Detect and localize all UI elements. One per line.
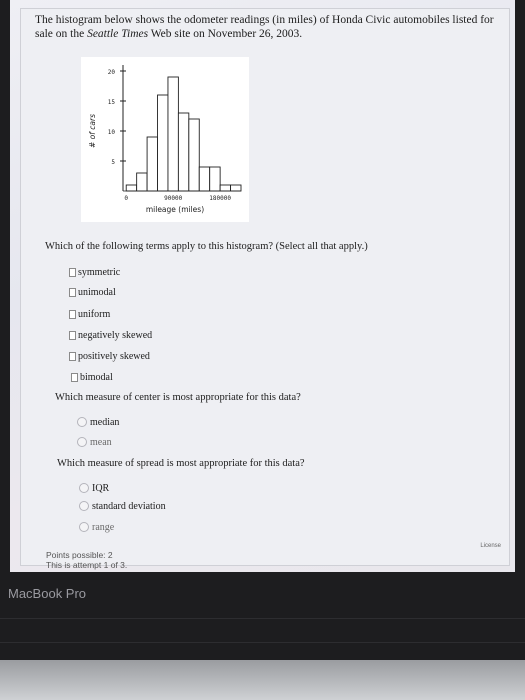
bezel-divider (0, 618, 525, 619)
histogram-bar (137, 173, 147, 191)
histogram-bar (168, 77, 178, 191)
histogram-bar (210, 167, 220, 191)
option-label: standard deviation (92, 500, 166, 512)
checkbox[interactable] (69, 310, 76, 319)
histogram-bar (147, 137, 157, 191)
keyboard-edge (0, 660, 525, 700)
histogram-bar (231, 185, 241, 191)
checkbox[interactable] (69, 352, 76, 361)
question-intro (35, 13, 505, 41)
histogram-svg (81, 57, 249, 222)
option-median[interactable] (77, 415, 119, 429)
checkbox[interactable] (69, 331, 76, 340)
histogram (81, 57, 249, 222)
q1-prompt: Which of the following terms apply to this histogram? (Select all that apply.) (45, 241, 368, 252)
option-range[interactable] (79, 520, 114, 534)
x-axis-label: mileage (miles) (145, 205, 205, 214)
x-tick-label: 180000 (209, 195, 231, 202)
option-uniform[interactable] (69, 307, 110, 321)
radio-button[interactable] (77, 417, 87, 427)
option-positively-skewed[interactable] (69, 349, 150, 363)
screen (10, 0, 515, 572)
checkbox[interactable] (69, 268, 76, 277)
option-negatively-skewed[interactable] (69, 328, 152, 342)
option-iqr[interactable] (79, 481, 109, 495)
option-standard-deviation[interactable] (79, 499, 166, 513)
histogram-bar (178, 113, 188, 191)
histogram-bar (220, 185, 230, 191)
option-bimodal[interactable] (71, 370, 113, 384)
y-tick-label: 10 (107, 129, 115, 136)
option-label: symmetric (78, 266, 121, 278)
option-label: bimodal (80, 371, 113, 383)
option-mean[interactable] (77, 435, 112, 449)
option-symmetric[interactable] (69, 265, 120, 279)
y-axis-label: # of cars (88, 114, 97, 148)
option-label: mean (90, 436, 112, 448)
y-tick-label: 20 (107, 69, 115, 76)
option-label: negatively skewed (78, 329, 153, 341)
option-unimodal[interactable] (69, 285, 116, 299)
y-tick-label: 15 (107, 99, 115, 106)
histogram-bar (126, 185, 136, 191)
option-label: uniform (78, 308, 111, 320)
option-label: range (92, 521, 115, 533)
checkbox[interactable] (71, 373, 78, 382)
option-label: median (90, 416, 120, 428)
x-tick-label: 90000 (164, 195, 183, 202)
option-label: unimodal (78, 286, 116, 298)
y-tick-label: 5 (111, 159, 115, 166)
checkbox[interactable] (69, 288, 76, 297)
license-link[interactable]: License (480, 543, 501, 549)
intro-text-before: The histogram below shows the odometer readings (in miles) of Honda Civic automobiles listed for sale on the (35, 14, 494, 40)
q2-prompt: Which measure of center is most appropriate for this data? (55, 392, 301, 403)
histogram-bar (158, 95, 168, 191)
option-label: IQR (92, 482, 110, 494)
points-info (46, 550, 127, 570)
radio-button[interactable] (79, 522, 89, 532)
radio-button[interactable] (79, 483, 89, 493)
histogram-bar (189, 119, 199, 191)
radio-button[interactable] (77, 437, 87, 447)
device-label: MacBook Pro (8, 586, 87, 601)
question-panel (20, 8, 510, 566)
histogram-bar (199, 167, 209, 191)
x-tick-label: 0 (124, 195, 129, 202)
points-possible: Points possible: 2 (46, 550, 113, 560)
option-label: positively skewed (78, 350, 150, 362)
intro-source: Seattle Times (87, 28, 149, 40)
q3-prompt: Which measure of spread is most appropriate for this data? (57, 458, 305, 469)
intro-text-after: Web site on November 26, 2003. (148, 28, 303, 40)
bezel-divider (0, 642, 525, 643)
attempt-count: This is attempt 1 of 3. (46, 560, 128, 570)
radio-button[interactable] (79, 501, 89, 511)
